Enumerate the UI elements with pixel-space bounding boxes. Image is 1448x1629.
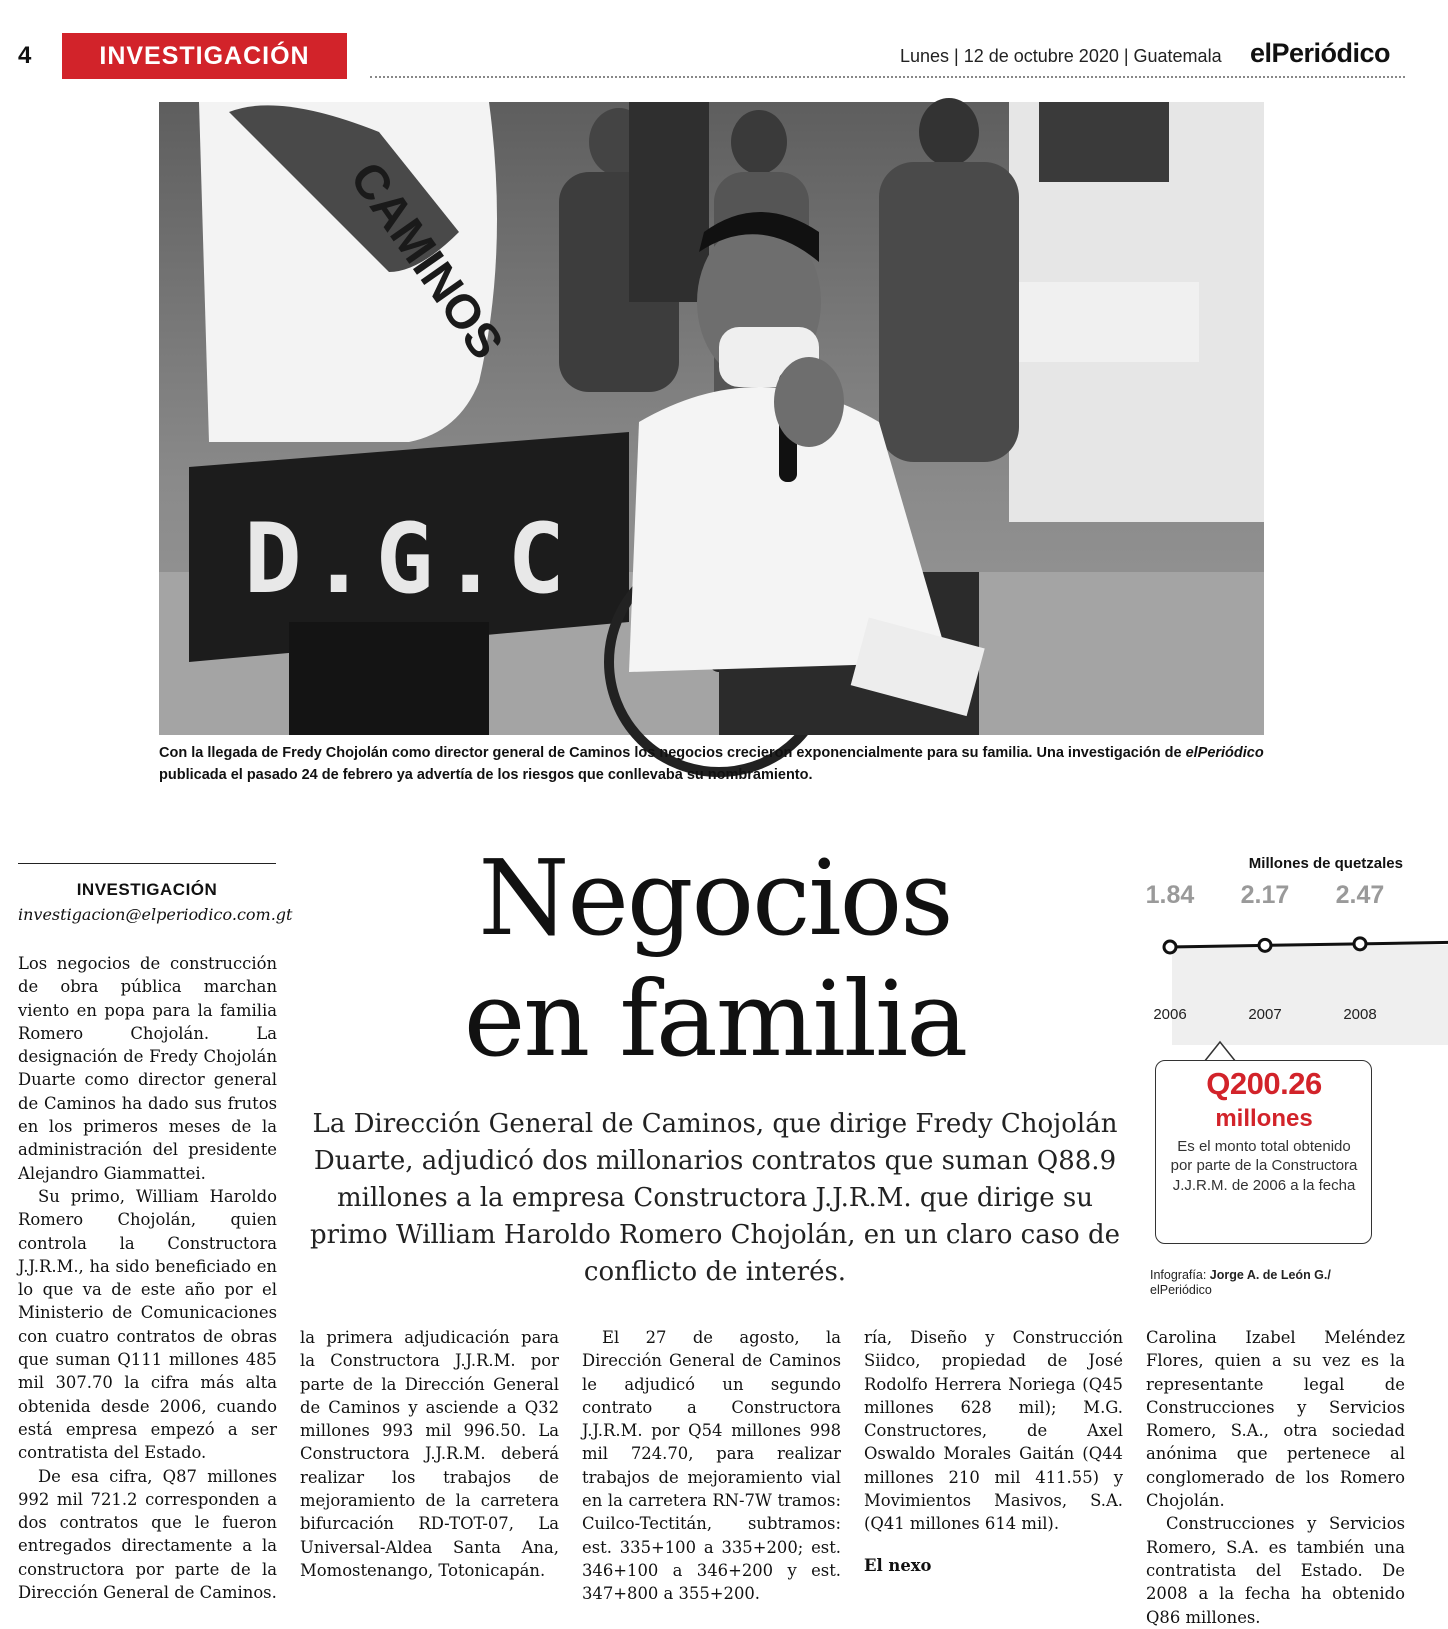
byline-author: INVESTIGACIÓN <box>76 880 218 899</box>
credit-author: Jorge A. de León G./ <box>1209 1268 1331 1282</box>
chart-shade <box>1172 945 1448 1045</box>
caption-text-end: publicada el pasado 24 de febrero ya advertía de los riesgos que conllevaba su nombramiento. <box>159 767 813 783</box>
headline <box>300 838 1130 1080</box>
credit-outlet: elPeriódico <box>1150 1283 1212 1297</box>
paragraph: la primera adjudicación para la Constructora J.J.R.M. por parte de la Dirección General de Caminos y asciende a Q32 millones 993 mil 996.50. La Constructora J.J.R.M. deberá realizar los trabajos de mejoramiento de la carretera bifurcación RD-TOT-07, La Universal-Aldea Santa Ana, Momostenango, Totonicapán. <box>300 1328 559 1580</box>
deck: La Dirección General de Caminos, que dirige Fredy Chojolán Duarte, adjudicó dos millonarios contratos que suman Q88.9 millones a la empresa Constructora J.J.R.M. que dirige su primo William Haroldo Romero Chojolán, en un claro caso de conflicto de interés. <box>310 1109 1120 1287</box>
body-column-1 <box>18 952 277 1603</box>
paragraph: Carolina Izabel Meléndez Flores, quien a su vez es la representante legal de Construcciones y Servicios Romero, S.A., otra sociedad anónima que pertenece al conglomerado de los Romero Chojolán. <box>1146 1328 1405 1511</box>
photo-caption <box>159 742 1269 786</box>
caption-outlet: elPeriódico <box>1185 745 1264 761</box>
callout-amount: Q200.26 <box>1206 1066 1322 1101</box>
body-column-4 <box>864 1326 1123 1575</box>
body-column-2 <box>300 1326 559 1580</box>
x-tick-label: 2006 <box>1153 1006 1187 1023</box>
page-number: 4 <box>18 42 32 69</box>
chart-area <box>1140 875 1448 1045</box>
value-label: 1.84 <box>1145 881 1195 909</box>
callout-unit: millones <box>1215 1105 1313 1132</box>
header-rule <box>370 76 1405 78</box>
flag-text: CAMINOS <box>339 152 513 369</box>
value-label: 2.17 <box>1240 881 1290 909</box>
body-column-3 <box>582 1326 841 1604</box>
data-point <box>1354 938 1366 950</box>
caption-text: Con la llegada de Fredy Chojolán como director general de Caminos los negocios crecieron exponencialmente para su familia. Una investigación de <box>159 745 1186 761</box>
value-label: 2.47 <box>1335 881 1385 909</box>
paragraph: Construcciones y Servicios Romero, S.A. es también una contratista del Estado. De 2008 a la fecha ha obtenido Q86 millones. <box>1146 1514 1405 1627</box>
newspaper-logo: elPeriódico <box>1250 38 1391 68</box>
podium-text: D.G.C <box>244 503 573 615</box>
chart-title: Millones de quetzales <box>1248 855 1403 872</box>
section-tag: INVESTIGACIÓN <box>62 33 347 79</box>
subhead: El nexo <box>864 1555 932 1575</box>
headline-line-2: en familia <box>463 958 967 1080</box>
line-chart <box>1140 875 1448 1045</box>
headline-line-1: Negocios <box>478 837 952 959</box>
paragraph: De esa cifra, Q87 millones 992 mil 721.2 corresponden a dos contratos que le fueron entregados directamente a la constructora por parte de la Dirección General de Caminos. <box>18 1466 277 1603</box>
data-point <box>1164 941 1176 953</box>
x-tick-label: 2008 <box>1343 1006 1377 1023</box>
data-point <box>1259 939 1271 951</box>
paragraph: Su primo, William Haroldo Romero Chojolán, quien controla la Constructora J.J.R.M., ha sido beneficiado en lo que va de este año por el Ministerio de Comunicaciones con cuatro contratos de obras que suman Q111 millones 485 mil 307.70 la cifra más alta obtenida desde 2006, cuando está empresa empezó a ser contratista del Estado. <box>18 1186 277 1463</box>
photo-illustration <box>159 102 1264 735</box>
main-photo <box>159 102 1264 735</box>
infographic-credit <box>1150 1268 1410 1298</box>
callout-text: Es el monto total obtenido por parte de la Constructora J.J.R.M. de 2006 a la fecha <box>1170 1138 1358 1194</box>
paragraph: El 27 de agosto, la Dirección General de Caminos le adjudicó un segundo contrato a Constructora J.J.R.M. por Q54 millones 998 mil 724.70, para realizar trabajos de mejoramiento vial en la carretera RN-7W tramos: Cuilco-Tectitán, subtramos: est. 335+100 a 335+200; est. 346+100 a 346+200 y est. 347+800 a 355+200. <box>582 1328 841 1604</box>
paragraph: Los negocios de construcción de obra pública marchan viento en popa para la familia Romero Chojolán. La designación de Fredy Chojolán Duarte como director general de Caminos ha dado sus frutos en los primeros meses de la administración del presidente Alejandro Giammattei. <box>18 954 277 1183</box>
byline-email[interactable]: investigacion@elperiodico.com.gt <box>18 905 293 924</box>
paragraph: ría, Diseño y Construcción Siidco, propiedad de José Rodolfo Herrera Noriega (Q45 millones 628 mil); M.G. Constructores, de Axel Oswaldo Morales Gaitán (Q44 millones 210 mil 411.55) y Movimientos Masivos, S.A. (Q41 millones 614 mil). <box>864 1328 1123 1534</box>
byline-rule <box>18 863 276 864</box>
body-column-5 <box>1146 1326 1405 1627</box>
dateline: Lunes | 12 de octubre 2020 | Guatemala <box>900 46 1222 66</box>
credit-label: Infografía: <box>1150 1268 1210 1282</box>
x-tick-label: 2007 <box>1248 1006 1282 1023</box>
